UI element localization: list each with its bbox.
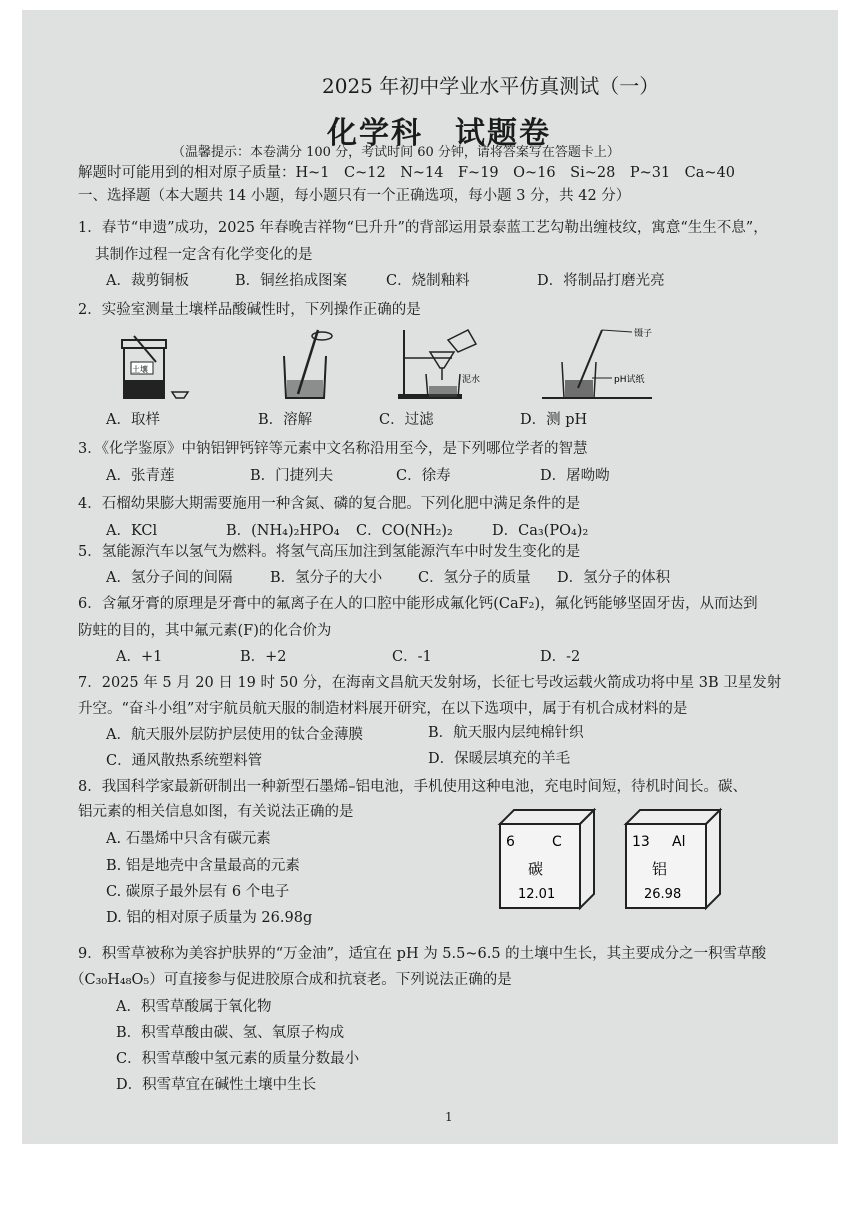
question-6-stem: 6．含氟牙膏的原理是牙膏中的氟离子在人的口腔中能形成氟化钙(CaF₂)，氟化钙能够坚固牙齿，从而达到 xyxy=(78,596,758,612)
q5-option-d: D．氢分子的体积 xyxy=(557,570,671,586)
q5-option-a: A．氢分子间的间隔 xyxy=(106,570,233,586)
question-3-stem: 3．《化学鉴原》中钠铝钾钙锌等元素中文名称沿用至今，是下列哪位学者的智慧 xyxy=(78,441,588,457)
q9-option-c: C．积雪草酸中氢元素的质量分数最小 xyxy=(116,1051,360,1067)
aluminum-symbol: Al xyxy=(672,834,686,850)
q1-option-c: C．烧制釉料 xyxy=(386,273,470,289)
q2-option-a: A．取样 xyxy=(106,412,160,428)
question-8-stem: 8．我国科学家最新研制出一种新型石墨烯–铝电池，手机使用这种电池，充电时间短，待机时间长。碳、 xyxy=(78,779,747,795)
q3-option-a: A．张青莲 xyxy=(106,468,175,484)
q3-option-d: D．屠呦呦 xyxy=(540,468,610,484)
q8-option-a: A. 石墨烯中只含有碳元素 xyxy=(106,831,271,847)
q7-option-a: A．航天服外层防护层使用的钛合金薄膜 xyxy=(106,727,363,743)
q1-option-b: B．铜丝掐成图案 xyxy=(235,273,348,289)
exam-tip: （温馨提示：本卷满分 100 分，考试时间 60 分钟，请将答案写在答题卡上） xyxy=(172,145,620,160)
q6-option-c: C．-1 xyxy=(392,649,432,665)
question-9-stem: 9．积雪草被称为美容护肤界的“万金油”，适宜在 pH 为 5.5~6.5 的土壤中生长，其主要成分之一积雪草酸 xyxy=(78,946,767,962)
q2-option-d: D．测 pH xyxy=(520,412,588,428)
filtration-figure xyxy=(398,330,480,399)
question-8-stem-cont: 铝元素的相关信息如图，有关说法正确的是 xyxy=(78,804,354,820)
question-9-stem-cont: （C₃₀H₄₈O₅）可直接参与促进胶原合成和抗衰老。下列说法正确的是 xyxy=(70,972,512,988)
ph-paper-label: pH试纸 xyxy=(614,375,645,385)
aluminum-number: 13 xyxy=(632,834,650,850)
section-heading: 一、选择题（本大题共 14 小题，每小题只有一个正确选项，每小题 3 分，共 42 分） xyxy=(78,188,631,204)
question-7-stem-cont: 升空。“奋斗小组”对宇航员航天服的制造材料展开研究，在以下选项中，属于有机合成材料的是 xyxy=(78,701,688,717)
dissolve-beaker-figure xyxy=(284,330,332,398)
carbon-number: 6 xyxy=(506,834,515,850)
q5-option-b: B．氢分子的大小 xyxy=(270,570,383,586)
question-1-stem: 1．春节“申遗”成功，2025 年春晚吉祥物“巳升升”的背部运用景泰蓝工艺勾勒出缠枝纹，寓意“生生不息”， xyxy=(78,220,768,236)
q4-option-c: C．CO(NH₂)₂ xyxy=(356,523,453,539)
question-5-stem: 5．氢能源汽车以氢气为燃料。将氢气高压加注到氢能源汽车中时发生变化的是 xyxy=(78,544,581,560)
aluminum-mass: 26.98 xyxy=(644,887,682,902)
q6-option-d: D．-2 xyxy=(540,649,581,665)
tweezer-label: 镊子 xyxy=(634,329,653,339)
q7-option-b: B．航天服内层纯棉针织 xyxy=(428,725,584,741)
atomic-masses: 解题时可能用到的相对原子质量：H~1 C~12 N~14 F~19 O~16 Si~28 P~31 Ca~40 xyxy=(78,165,736,181)
soil-label: 土壤 xyxy=(132,365,148,374)
carbon-mass: 12.01 xyxy=(518,887,556,902)
q6-option-b: B．+2 xyxy=(240,649,287,665)
q7-option-c: C．通风散热系统塑料管 xyxy=(106,753,263,769)
q1-option-d: D．将制品打磨光亮 xyxy=(537,273,665,289)
q9-option-d: D．积雪草宜在碱性土壤中生长 xyxy=(116,1077,317,1093)
q4-option-b: B．(NH₄)₂HPO₄ xyxy=(226,523,340,539)
mud-water-label: 泥水 xyxy=(462,375,481,385)
q6-option-a: A．+1 xyxy=(116,649,163,665)
q1-option-a: A．裁剪铜板 xyxy=(106,273,189,289)
q2-option-b: B．溶解 xyxy=(258,412,313,428)
subject-title: 化学科 试题卷 xyxy=(327,116,551,151)
q4-option-d: D．Ca₃(PO₄)₂ xyxy=(492,523,589,539)
carbon-symbol: C xyxy=(552,834,562,850)
aluminum-card xyxy=(626,810,720,908)
q8-option-b: B. 铝是地壳中含量最高的元素 xyxy=(106,858,300,874)
q9-option-a: A．积雪草酸属于氧化物 xyxy=(116,999,272,1015)
question-7-stem: 7．2025 年 5 月 20 日 19 时 50 分，在海南文昌航天发射场，长征七号改运载火箭成功将中星 3B 卫星发射 xyxy=(78,675,782,691)
q3-option-c: C．徐寿 xyxy=(396,468,451,484)
question-4-stem: 4．石榴幼果膨大期需要施用一种含氮、磷的复合肥。下列化肥中满足条件的是 xyxy=(78,496,581,512)
q8-option-c: C. 碳原子最外层有 6 个电子 xyxy=(106,884,290,900)
ph-test-figure xyxy=(542,327,652,398)
exam-title: 2025 年初中学业水平仿真测试（一） xyxy=(322,74,660,98)
q7-option-d: D．保暖层填充的羊毛 xyxy=(428,751,571,767)
q2-option-c: C．过滤 xyxy=(379,412,434,428)
soil-jar-figure xyxy=(122,336,188,398)
exam-paper xyxy=(22,10,838,1144)
q5-option-c: C．氢分子的质量 xyxy=(418,570,531,586)
carbon-card xyxy=(500,810,594,908)
page-number: 1 xyxy=(445,1110,453,1124)
question-1-stem-cont: 其制作过程一定含有化学变化的是 xyxy=(95,247,313,263)
q9-option-b: B．积雪草酸由碳、氢、氧原子构成 xyxy=(116,1025,345,1041)
carbon-name: 碳 xyxy=(528,860,544,878)
q3-option-b: B．门捷列夫 xyxy=(250,468,334,484)
question-2-stem: 2．实验室测量土壤样品酸碱性时，下列操作正确的是 xyxy=(78,302,421,318)
q4-option-a: A．KCl xyxy=(106,523,158,539)
question-6-stem-cont: 防蛀的目的，其中氟元素(F)的化合价为 xyxy=(78,623,332,639)
aluminum-name: 铝 xyxy=(652,860,668,878)
q8-option-d: D. 铝的相对原子质量为 26.98g xyxy=(106,910,313,926)
q2-apparatus-figures xyxy=(112,322,712,404)
element-cards-figure xyxy=(494,802,730,914)
